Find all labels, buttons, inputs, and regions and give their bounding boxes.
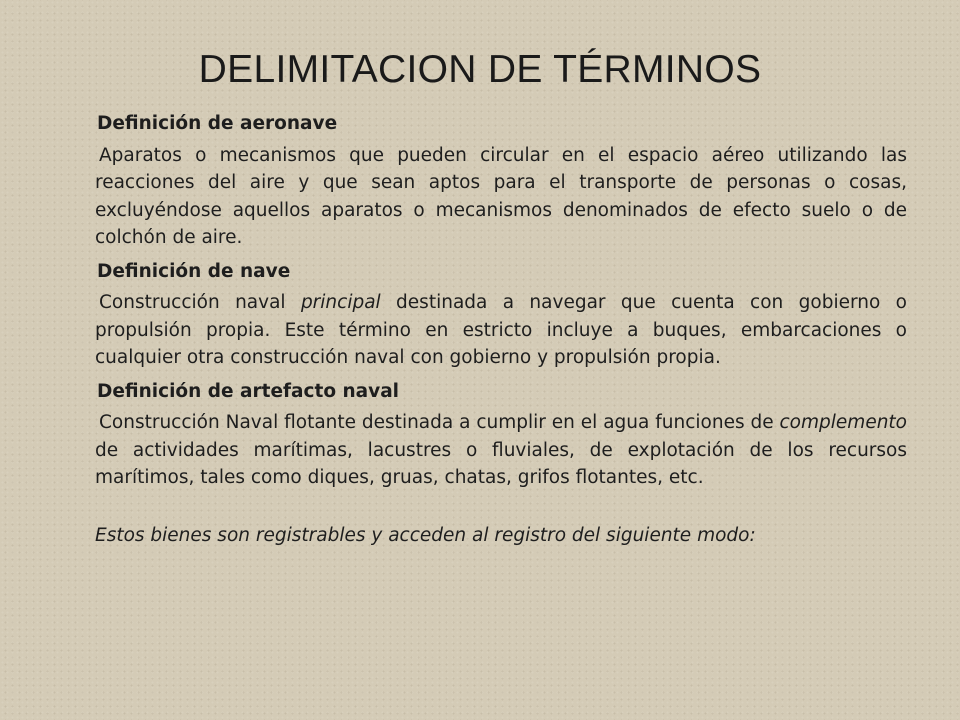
definition-artefacto-text-1: Construcción Naval flotante destinada a cumplir en el agua funciones de: [99, 412, 780, 433]
definition-artefacto-italic: complemento: [779, 412, 907, 433]
slide-title: DELIMITACION DE TÉRMINOS: [198, 48, 762, 91]
definition-nave-text-2: destinada a navegar que cuenta con gobierno o propulsión propia. Este término en estricto incluye a buques, embarcaciones o cualquier otra construcción naval con gobierno y propulsión propia.: [95, 292, 907, 368]
heading-artefacto-naval: Definición de artefacto naval: [97, 380, 400, 402]
definition-nave: [95, 289, 907, 372]
closing-text: [95, 522, 907, 550]
definition-aeronave: [95, 142, 907, 252]
heading-nave: Definición de nave: [97, 260, 291, 282]
slide-content: [95, 110, 907, 549]
closing-text-content: Estos bienes son registrables y acceden al registro del siguiente modo:: [95, 524, 756, 546]
definition-artefacto-text-2: de actividades marítimas, lacustres o fluviales, de explotación de los recursos marítimos, tales como diques, gruas, chatas, grifos flotantes, etc.: [95, 439, 907, 488]
heading-aeronave: Definición de aeronave: [97, 113, 338, 134]
definition-nave-text-1: Construcción naval: [99, 292, 301, 313]
definition-nave-italic: principal: [300, 292, 381, 313]
definition-aeronave-text: Aparatos o mecanismos que pueden circular en el espacio aéreo utilizando las reacciones del aire y que sean aptos para el transporte de personas o cosas, excluyéndose aquellos aparatos o mecanismos denominados de efecto suelo o de colchón de aire.: [95, 144, 907, 248]
definition-artefacto-naval: [95, 409, 907, 492]
